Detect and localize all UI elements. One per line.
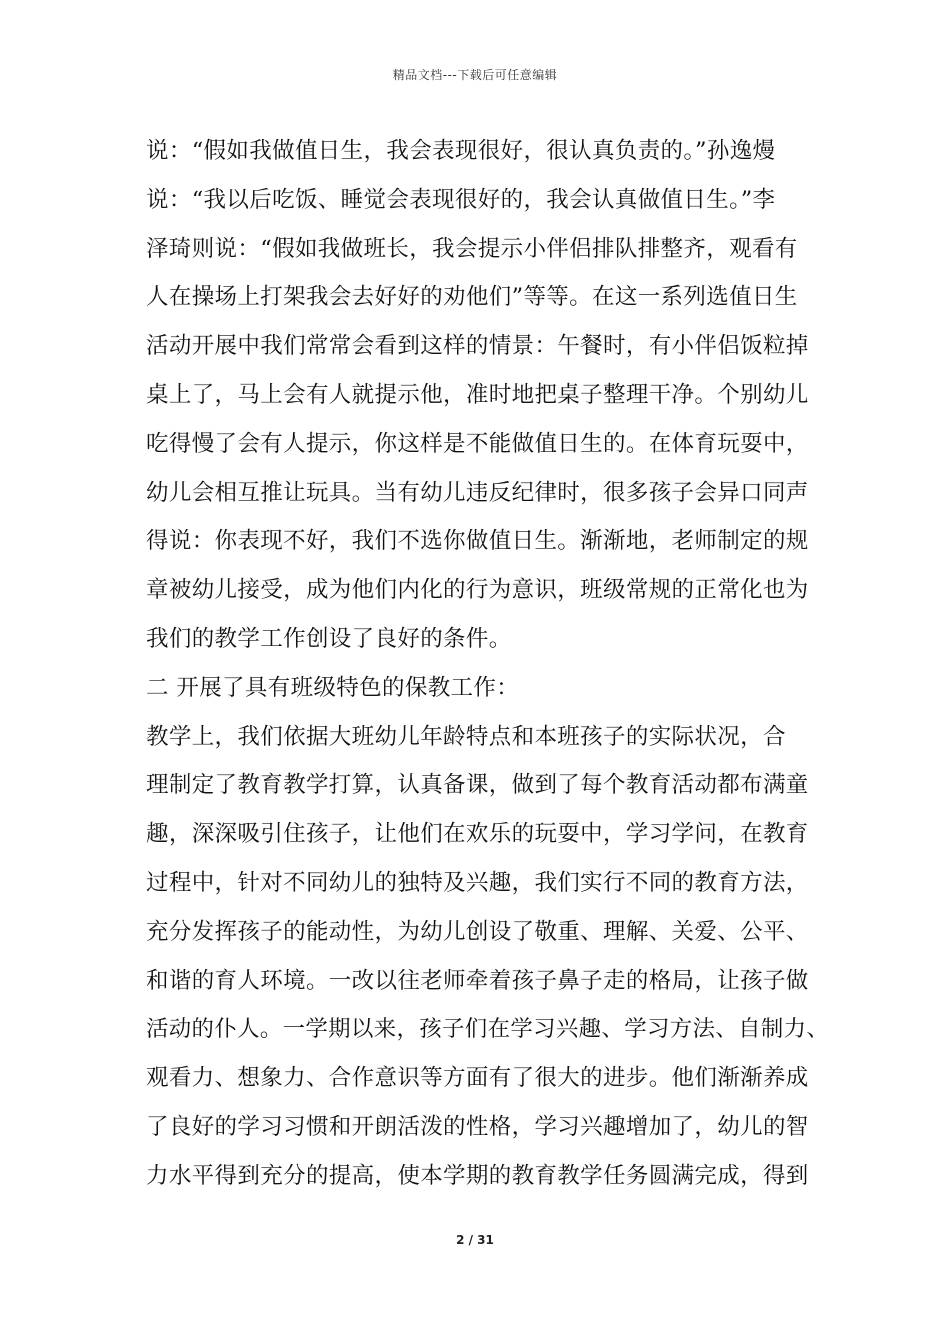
text-line: 教学上，我们依据大班幼儿年龄特点和本班孩子的实际状况，合 <box>146 723 786 750</box>
text-line: 趣，深深吸引住孩子，让他们在欢乐的玩耍中，学习学问，在教育 <box>146 821 809 848</box>
text-line: 二 开展了具有班级特色的保教工作： <box>146 674 520 701</box>
page-header: 精品文档---下载后可任意编辑 <box>392 68 558 82</box>
page-number: 2 / 31 <box>456 1233 494 1247</box>
text-line: 过程中，针对不同幼儿的独特及兴趣，我们实行不同的教育方法， <box>146 870 809 896</box>
text-line: 活动的仆人。一学期以来，孩子们在学习兴趣、学习方法、自制力、 <box>146 1016 830 1043</box>
text-line: 说：“我以后吃饭、睡觉会表现很好的，我会认真做值日生。”李 <box>146 186 776 213</box>
text-line: 活动开展中我们常常会看到这样的情景：午餐时，有小伴侣饭粒掉 <box>146 333 809 360</box>
text-line: 桌上了，马上会有人就提示他，准时地把桌子整理干净。个别幼儿 <box>146 382 809 408</box>
text-line: 理制定了教育教学打算，认真备课，做到了每个教育活动都布满童 <box>146 772 809 799</box>
text-line: 泽琦则说：“假如我做班长，我会提示小伴侣排队排整齐，观看有 <box>146 235 798 262</box>
text-line: 和谐的育人环境。一改以往老师牵着孩子鼻子走的格局，让孩子做 <box>146 967 809 994</box>
text-line: 章被幼儿接受，成为他们内化的行为意识，班级常规的正常化也为 <box>146 577 809 604</box>
text-line: 了良好的学习习惯和开朗活泼的性格，学习兴趣增加了，幼儿的智 <box>146 1114 809 1140</box>
text-line: 力水平得到充分的提高，使本学期的教育教学任务圆满完成，得到 <box>146 1162 809 1189</box>
text-line: 吃得慢了会有人提示，你这样是不能做值日生的。在体育玩耍中， <box>146 430 809 457</box>
text-line: 我们的教学工作创设了良好的条件。 <box>146 626 512 652</box>
text-line: 人在操场上打架我会去好好的劝他们”等等。在这一系列选值日生 <box>146 284 798 311</box>
text-line: 说：“假如我做值日生，我会表现很好，很认真负责的。”孙逸熳 <box>146 138 776 164</box>
text-line: 观看力、想象力、合作意识等方面有了很大的进步。他们渐渐养成 <box>146 1065 809 1092</box>
text-line: 得说：你表现不好，我们不选你做值日生。渐渐地，老师制定的规 <box>146 528 809 555</box>
text-line: 充分发挥孩子的能动性，为幼儿创设了敬重、理解、关爱、公平、 <box>146 918 809 945</box>
text-line: 幼儿会相互推让玩具。当有幼儿违反纪律时，很多孩子会异口同声 <box>146 479 809 506</box>
